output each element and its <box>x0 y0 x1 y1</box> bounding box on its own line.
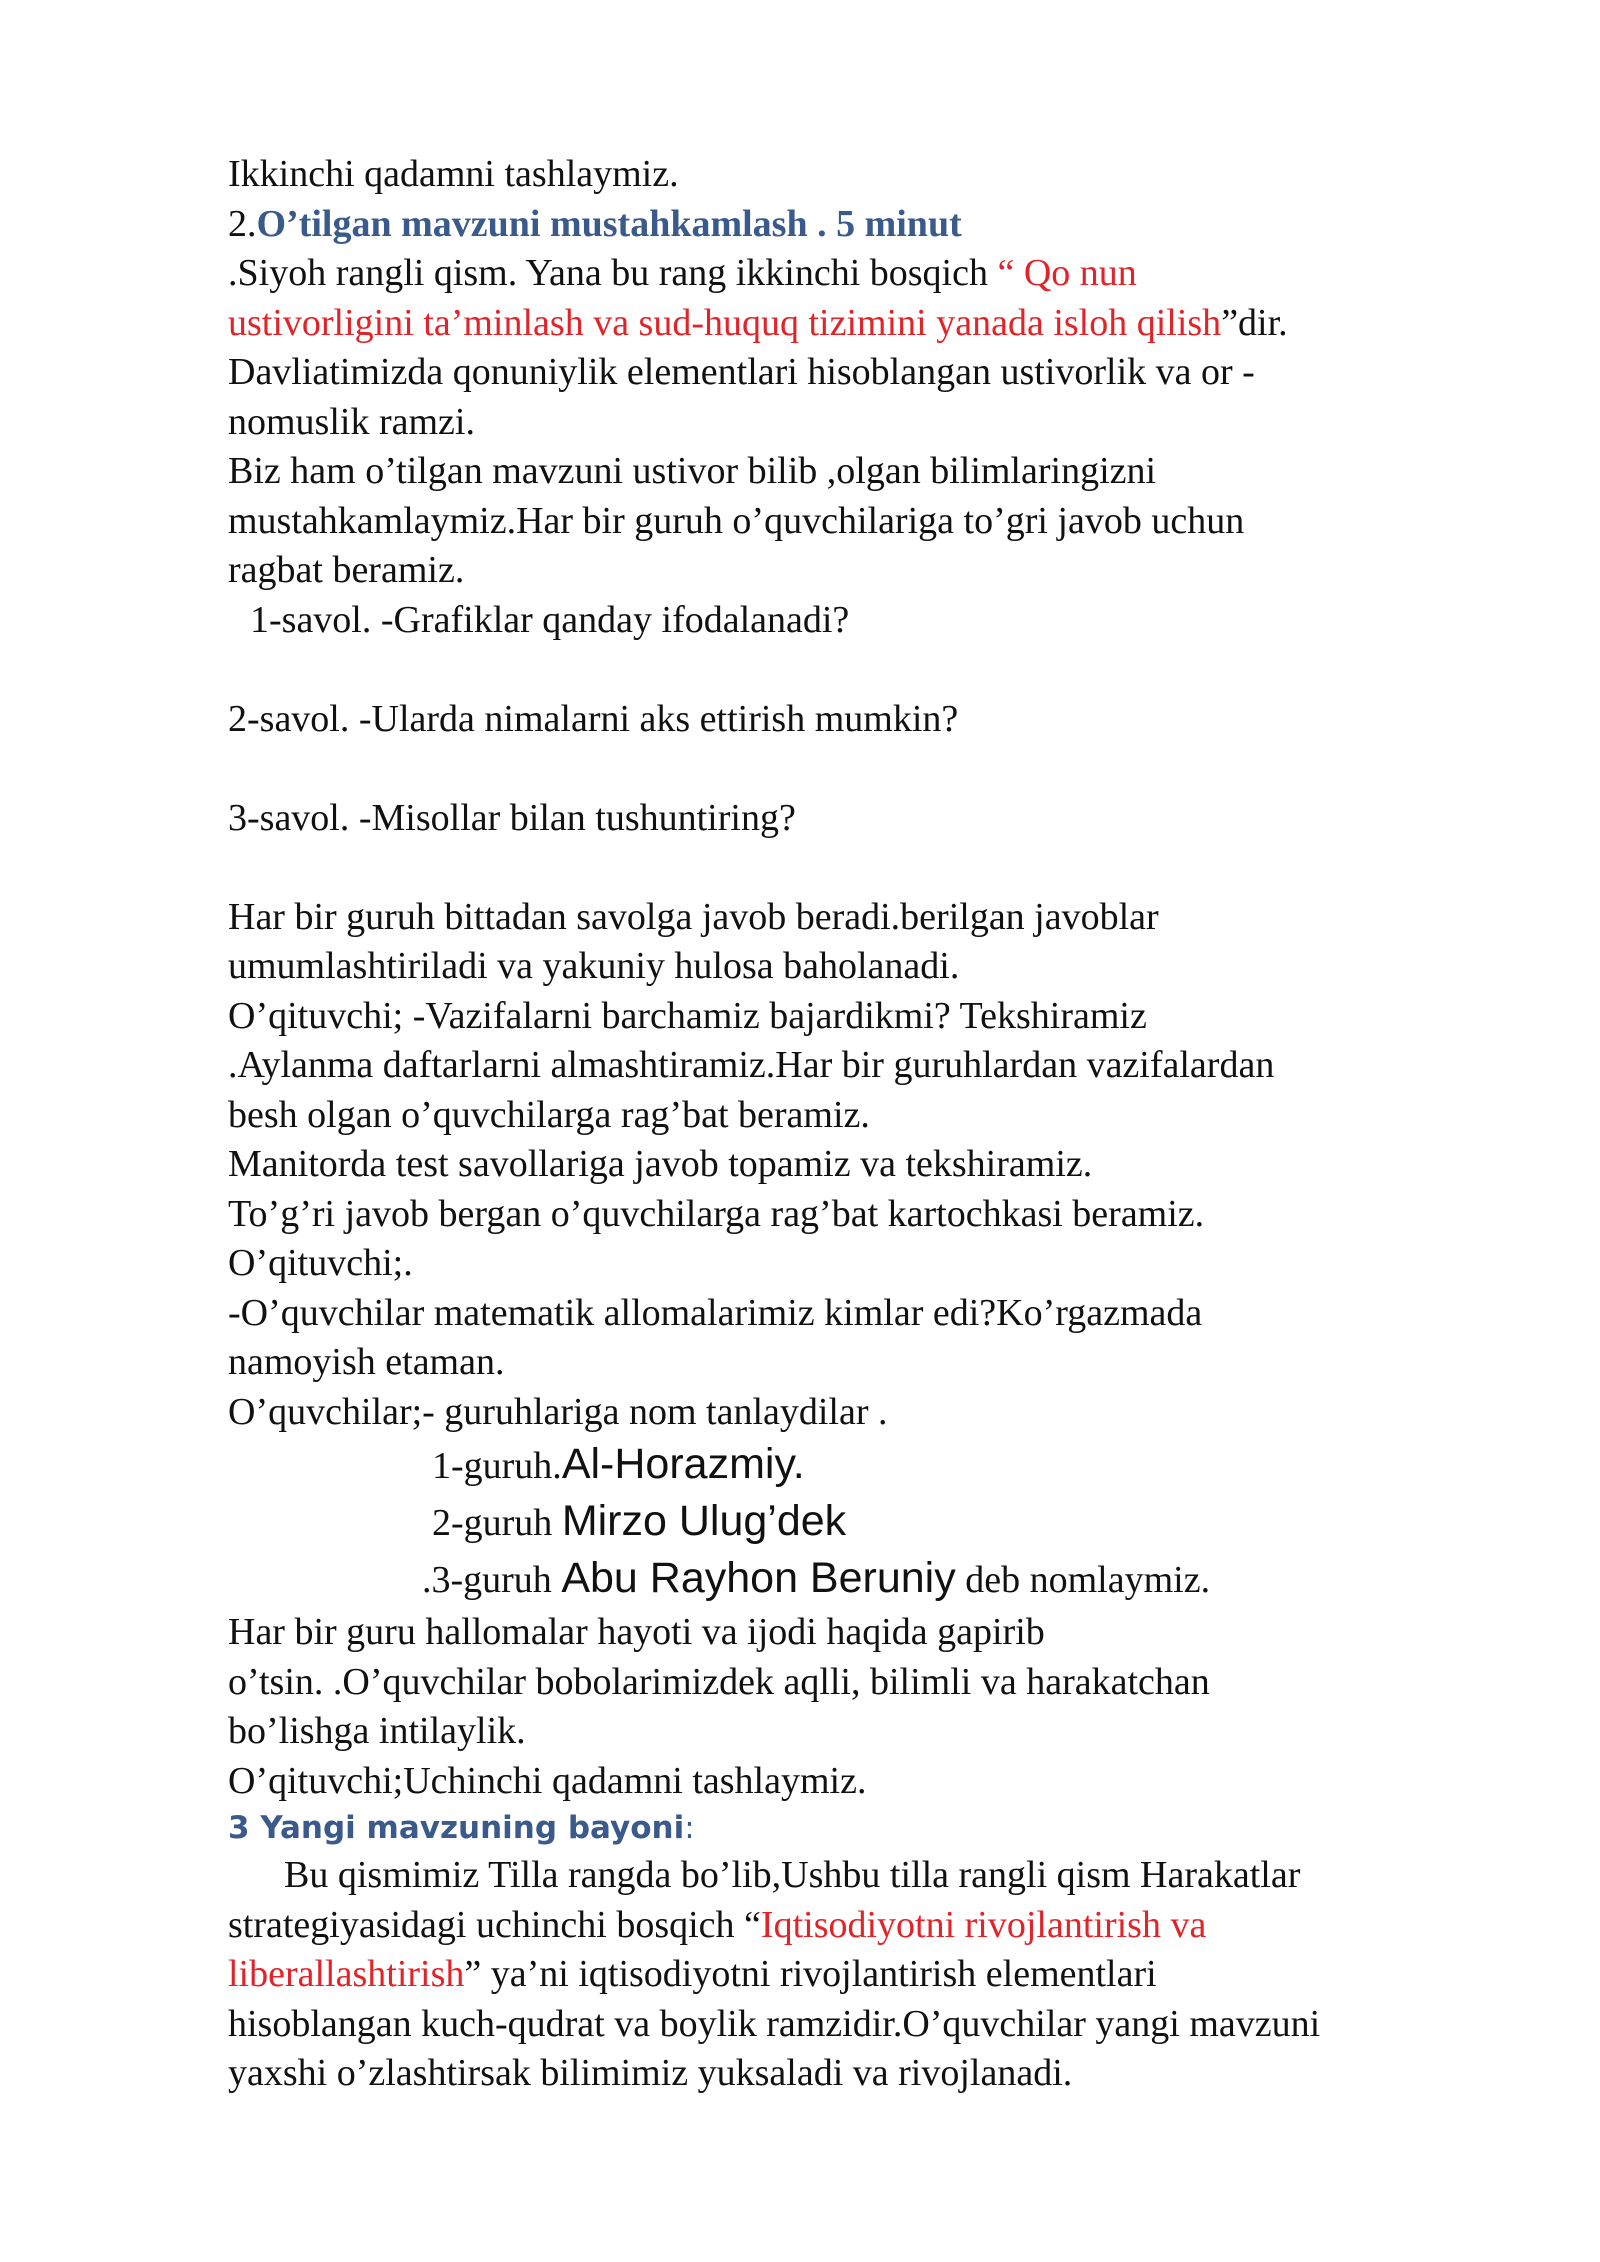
spacer <box>228 843 1478 893</box>
text-line: besh olgan o’quvchilarga rag’bat beramiz. <box>228 1093 870 1136</box>
group-label: 2-guruh <box>432 1502 562 1544</box>
group-3 <box>228 1551 1478 1608</box>
group-2 <box>228 1494 1478 1551</box>
group-name: Mirzo Ulug’dek <box>561 1497 847 1545</box>
text-line: -O’quvchilar matematik allomalarimiz kimlar edi?Ko’rgazmada <box>228 1291 1203 1334</box>
question-3: 3-savol. -Misollar bilan tushuntiring? <box>228 796 796 839</box>
highlight-red: liberallashtirish <box>228 1953 465 1995</box>
heading-colon: : <box>684 1810 695 1846</box>
text-span: ” ya’ni iqtisodiyotni rivojlantirish elementlari <box>464 1953 1157 1995</box>
text-line: O’quvchilar;- guruhlariga nom tanlaydilar . <box>228 1390 888 1433</box>
text-line: bo’lishga intilaylik. <box>228 1710 526 1752</box>
group-name: Abu Rayhon Beruniy <box>561 1554 956 1602</box>
text-line: Ikkinchi qadamni tashlaymiz. <box>228 153 679 195</box>
group-label: 1-guruh. <box>432 1445 562 1487</box>
text-span: .Siyoh rangli qism. Yana bu rang ikkinchi bosqich <box>228 252 998 294</box>
section-heading-3 <box>228 1806 1478 1851</box>
text-line: O’qituvchi; -Vazifalarni barchamiz bajardikmi? Tekshiramiz <box>228 994 1147 1037</box>
question-1: 1-savol. -Grafiklar qanday ifodalanadi? <box>250 598 850 641</box>
text-line: Davliatimizda qonuniylik elementlari hisoblangan ustivorlik va or - <box>228 351 1255 393</box>
text-line <box>228 299 1478 349</box>
text-span: strategiyasidagi uchinchi bosqich “ <box>228 1903 761 1946</box>
section-title: 3 Yangi mavzuning bayoni <box>228 1810 685 1846</box>
spacer <box>228 645 1478 695</box>
text-line: Biz ham o’tilgan mavzuni ustivor bilib ,olgan bilimlaringizni <box>228 450 1157 492</box>
text-line: O’qituvchi;Uchinchi qadamni tashlaymiz. <box>228 1759 867 1802</box>
text-line: Bu qismimiz Tilla rangda bo’lib,Ushbu tilla rangli qism Harakatlar <box>284 1854 1301 1896</box>
text-line: Har bir guruh bittadan savolga javob beradi.berilgan javoblar <box>228 895 1159 938</box>
section-heading-2 <box>228 200 1478 250</box>
document-body <box>228 150 1478 2099</box>
text-span: deb nomlaymiz. <box>955 1559 1211 1601</box>
section-title: O’tilgan mavzuni mustahkamlash . 5 minut <box>256 202 962 245</box>
text-line: To’g’ri javob bergan o’quvchilarga rag’bat kartochkasi beramiz. <box>228 1192 1205 1235</box>
question-2: 2-savol. -Ularda nimalarni aks ettirish mumkin? <box>228 697 959 740</box>
group-1 <box>228 1437 1478 1494</box>
text-line <box>228 1950 1478 2000</box>
highlight-red: Iqtisodiyotni rivojlantirish va <box>760 1903 1207 1946</box>
text-span: ”dir. <box>1221 301 1288 344</box>
text-line: nomuslik ramzi. <box>228 400 475 443</box>
text-line: O’qituvchi;. <box>228 1242 413 1284</box>
text-line: .Aylanma daftarlarni almashtiramiz.Har bir guruhlardan vazifalardan <box>228 1044 1275 1086</box>
group-name: Al-Horazmiy. <box>561 1440 805 1488</box>
text-line: Manitorda test savollariga javob topamiz va tekshiramiz. <box>228 1143 1093 1185</box>
highlight-red: “ Qo nun <box>997 252 1137 294</box>
spacer <box>228 744 1478 794</box>
text-line <box>228 1901 1478 1951</box>
group-label: .3-guruh <box>422 1559 562 1601</box>
highlight-red: ustivorligini ta’minlash va sud-huquq tizimini yanada isloh qilish <box>228 301 1222 344</box>
section-number: 2. <box>228 202 257 245</box>
text-line: yaxshi o’zlashtirsak bilimimiz yuksaladi va rivojlanadi. <box>228 2052 1073 2094</box>
text-line: hisoblangan kuch-qudrat va boylik ramzidir.O’quvchilar yangi mavzuni <box>228 2002 1321 2045</box>
text-line: namoyish etaman. <box>228 1341 505 1383</box>
text-line: umumlashtiriladi va yakuniy hulosa baholanadi. <box>228 945 960 987</box>
text-line: mustahkamlaymiz.Har bir guruh o’quvchilariga to’gri javob uchun <box>228 499 1245 542</box>
text-line: Har bir guru hallomalar hayoti va ijodi haqida gapirib <box>228 1611 1045 1653</box>
text-line: o’tsin. .O’quvchilar bobolarimizdek aqlli, bilimli va harakatchan <box>228 1660 1210 1703</box>
text-line: ragbat beramiz. <box>228 549 465 591</box>
text-line <box>228 249 1478 299</box>
